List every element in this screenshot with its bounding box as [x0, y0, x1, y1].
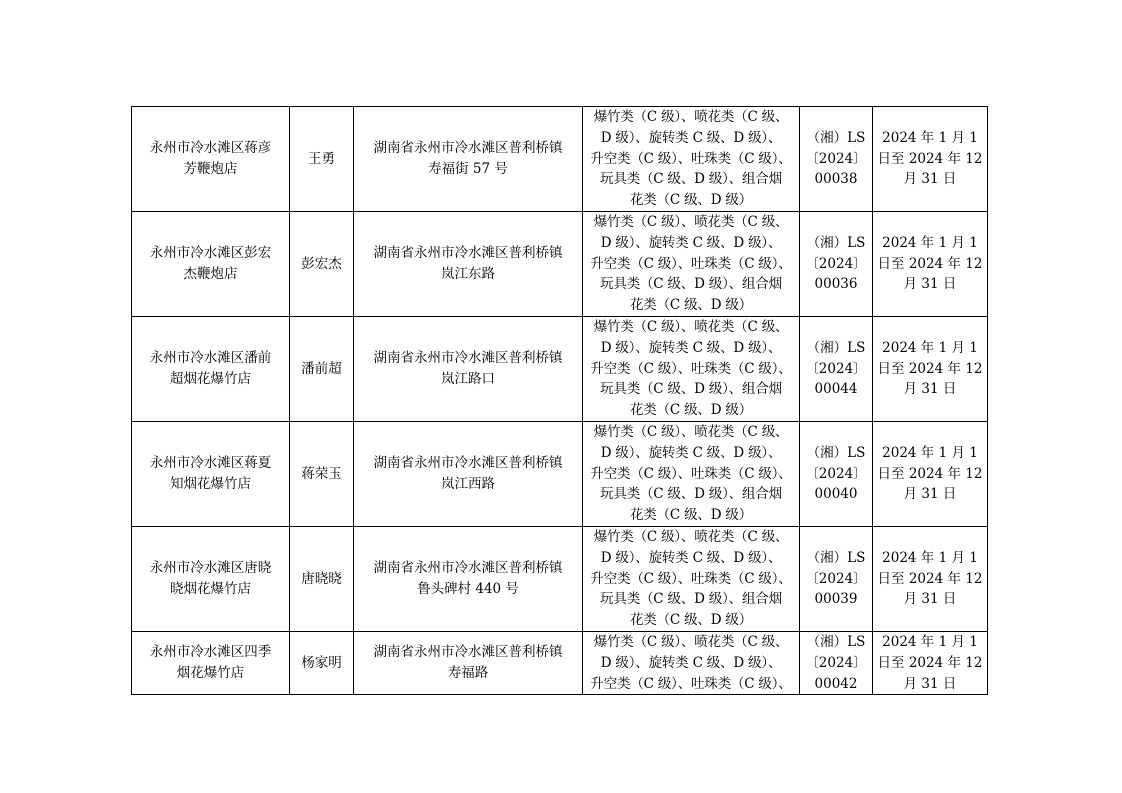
owner-text: 潘前超 [301, 360, 342, 377]
shop-name-line: 永州市冷水滩区彭宏 [149, 245, 272, 262]
address-line: 湖南省永州市冷水滩区普利桥镇 [373, 644, 563, 661]
license-number-cell [800, 211, 873, 316]
validity-period-line: 2024 年 1 月 1 [882, 549, 978, 566]
business-scope-line: 升空类（C 级）、吐珠类（C 级）、 [590, 150, 792, 167]
license-number-cell [800, 316, 873, 421]
validity-period-line: 月 31 日 [903, 486, 957, 503]
license-number-line: 00036 [814, 276, 858, 293]
business-scope-line: 爆竹类（C 级）、喷花类（C 级、 [593, 423, 789, 440]
owner-text: 蒋荣玉 [301, 465, 342, 482]
license-number-line: （湘）LS [806, 549, 866, 566]
license-number-cell [800, 631, 873, 694]
business-scope-line: 爆竹类（C 级）、喷花类（C 级、 [593, 318, 789, 335]
address-cell [354, 107, 583, 212]
address-line: 岚江路口 [441, 370, 495, 387]
business-scope-cell [583, 421, 800, 526]
business-scope-line: 爆竹类（C 级）、喷花类（C 级、 [593, 528, 789, 545]
address-line: 湖南省永州市冷水滩区普利桥镇 [373, 455, 563, 472]
validity-period-cell [873, 211, 988, 316]
license-number-line: （湘）LS [806, 129, 866, 146]
business-scope-line: 玩具类（C 级、D 级）、组合烟 [600, 591, 782, 608]
validity-period-cell [873, 421, 988, 526]
business-scope-cell [583, 211, 800, 316]
license-number-cell [800, 107, 873, 212]
license-number-line: 〔2024〕 [805, 465, 867, 482]
validity-period-line: 日至 2024 年 12 [877, 360, 983, 377]
table-row [132, 526, 988, 631]
table-row [132, 421, 988, 526]
shop-name-line: 烟花爆竹店 [176, 665, 245, 682]
table-row [132, 631, 988, 694]
license-number-line: 〔2024〕 [805, 255, 867, 272]
business-scope-line: D 级）、旋转类 C 级、D 级）、 [600, 549, 782, 566]
business-scope-line: 玩具类（C 级、D 级）、组合烟 [600, 486, 782, 503]
business-scope-line: 花类（C 级、D 级） [629, 297, 753, 314]
table-row [132, 316, 988, 421]
shop-name-line: 知烟花爆竹店 [170, 475, 251, 492]
shop-name-cell [132, 526, 290, 631]
license-number-line: 〔2024〕 [805, 360, 867, 377]
validity-period-line: 日至 2024 年 12 [877, 465, 983, 482]
address-cell [354, 316, 583, 421]
shop-name-cell [132, 316, 290, 421]
validity-period-cell [873, 107, 988, 212]
address-line: 岚江西路 [441, 475, 495, 492]
validity-period-line: 日至 2024 年 12 [877, 570, 983, 587]
address-cell [354, 211, 583, 316]
business-scope-line: D 级）、旋转类 C 级、D 级）、 [600, 444, 782, 461]
license-number-line: （湘）LS [806, 633, 866, 650]
business-scope-line: 爆竹类（C 级）、喷花类（C 级、 [593, 633, 789, 650]
validity-period-cell [873, 631, 988, 694]
license-number-line: 〔2024〕 [805, 654, 867, 671]
validity-period-cell [873, 316, 988, 421]
license-number-line: 〔2024〕 [805, 570, 867, 587]
shop-name-line: 芳鞭炮店 [183, 160, 238, 177]
address-line: 湖南省永州市冷水滩区普利桥镇 [373, 140, 563, 157]
business-scope-cell [583, 526, 800, 631]
validity-period-cell [873, 526, 988, 631]
shop-name-line: 永州市冷水滩区蒋夏 [149, 455, 272, 472]
license-number-line: 00044 [814, 381, 858, 398]
address-line: 湖南省永州市冷水滩区普利桥镇 [373, 245, 563, 262]
owner-text: 唐晓晓 [301, 570, 342, 587]
owner-text: 王勇 [308, 150, 335, 167]
license-number-line: 〔2024〕 [805, 150, 867, 167]
shop-name-line: 永州市冷水滩区蒋彦 [149, 140, 272, 157]
shop-name-cell [132, 107, 290, 212]
license-number-line: 00042 [814, 675, 858, 692]
owner-cell [290, 526, 354, 631]
shop-name-line: 晓烟花爆竹店 [170, 580, 251, 597]
owner-text: 彭宏杰 [301, 255, 342, 272]
business-scope-line: 花类（C 级、D 级） [629, 507, 753, 524]
business-scope-line: 花类（C 级、D 级） [629, 402, 753, 419]
business-scope-line: 爆竹类（C 级）、喷花类（C 级、 [593, 213, 789, 230]
validity-period-line: 月 31 日 [903, 171, 957, 188]
address-line: 湖南省永州市冷水滩区普利桥镇 [373, 350, 563, 367]
business-scope-line: 花类（C 级、D 级） [629, 192, 753, 209]
business-scope-line: 玩具类（C 级、D 级）、组合烟 [600, 381, 782, 398]
permit-table-body [132, 107, 988, 695]
owner-cell [290, 211, 354, 316]
address-line: 寿福路 [447, 665, 489, 682]
owner-cell [290, 316, 354, 421]
business-scope-line: 玩具类（C 级、D 级）、组合烟 [600, 276, 782, 293]
validity-period-line: 2024 年 1 月 1 [882, 339, 978, 356]
address-line: 鲁头碑村 440 号 [417, 580, 519, 597]
business-scope-cell [583, 631, 800, 694]
shop-name-cell [132, 211, 290, 316]
license-number-line: （湘）LS [806, 234, 866, 251]
address-cell [354, 631, 583, 694]
address-line: 岚江东路 [441, 265, 495, 282]
owner-text: 杨家明 [301, 654, 342, 671]
address-line: 湖南省永州市冷水滩区普利桥镇 [373, 560, 563, 577]
business-scope-line: D 级）、旋转类 C 级、D 级）、 [600, 654, 782, 671]
shop-name-cell [132, 631, 290, 694]
shop-name-line: 超烟花爆竹店 [170, 370, 251, 387]
business-scope-cell [583, 316, 800, 421]
owner-cell [290, 421, 354, 526]
shop-name-line: 永州市冷水滩区唐晓 [149, 560, 272, 577]
validity-period-line: 月 31 日 [903, 276, 957, 293]
license-number-cell [800, 421, 873, 526]
address-cell [354, 421, 583, 526]
owner-cell [290, 107, 354, 212]
license-number-line: （湘）LS [806, 444, 866, 461]
license-number-line: 00038 [814, 171, 858, 188]
validity-period-line: 月 31 日 [903, 591, 957, 608]
validity-period-line: 月 31 日 [903, 381, 957, 398]
business-scope-line: 升空类（C 级）、吐珠类（C 级）、 [590, 465, 792, 482]
license-number-line: 00040 [814, 486, 858, 503]
business-scope-line: 玩具类（C 级、D 级）、组合烟 [600, 171, 782, 188]
validity-period-line: 月 31 日 [903, 675, 957, 692]
validity-period-line: 2024 年 1 月 1 [882, 234, 978, 251]
address-cell [354, 526, 583, 631]
permit-table [131, 106, 988, 695]
business-scope-line: 爆竹类（C 级）、喷花类（C 级、 [593, 109, 789, 125]
validity-period-line: 日至 2024 年 12 [877, 255, 983, 272]
license-number-line: （湘）LS [806, 339, 866, 356]
business-scope-line: 升空类（C 级）、吐珠类（C 级）、 [590, 360, 792, 377]
validity-period-line: 2024 年 1 月 1 [882, 633, 978, 650]
business-scope-line: D 级）、旋转类 C 级、D 级）、 [600, 339, 782, 356]
business-scope-line: D 级）、旋转类 C 级、D 级）、 [600, 234, 782, 251]
business-scope-cell [583, 107, 800, 212]
validity-period-line: 2024 年 1 月 1 [882, 129, 978, 146]
validity-period-line: 2024 年 1 月 1 [882, 444, 978, 461]
address-line: 寿福街 57 号 [428, 160, 508, 177]
validity-period-line: 日至 2024 年 12 [877, 654, 983, 671]
table-row [132, 107, 988, 212]
business-scope-line: 升空类（C 级）、吐珠类（C 级）、 [590, 255, 792, 272]
license-number-cell [800, 526, 873, 631]
validity-period-line: 日至 2024 年 12 [877, 150, 983, 167]
table-row [132, 211, 988, 316]
business-scope-line: 升空类（C 级）、吐珠类（C 级）、 [590, 570, 792, 587]
shop-name-line: 永州市冷水滩区潘前 [149, 350, 272, 367]
business-scope-line: 花类（C 级、D 级） [629, 612, 753, 629]
shop-name-line: 杰鞭炮店 [183, 265, 238, 282]
business-scope-line: 升空类（C 级）、吐珠类（C 级）、 [590, 675, 792, 692]
shop-name-cell [132, 421, 290, 526]
shop-name-line: 永州市冷水滩区四季 [149, 644, 272, 661]
license-number-line: 00039 [814, 591, 858, 608]
business-scope-line: D 级）、旋转类 C 级、D 级）、 [600, 129, 782, 146]
owner-cell [290, 631, 354, 694]
